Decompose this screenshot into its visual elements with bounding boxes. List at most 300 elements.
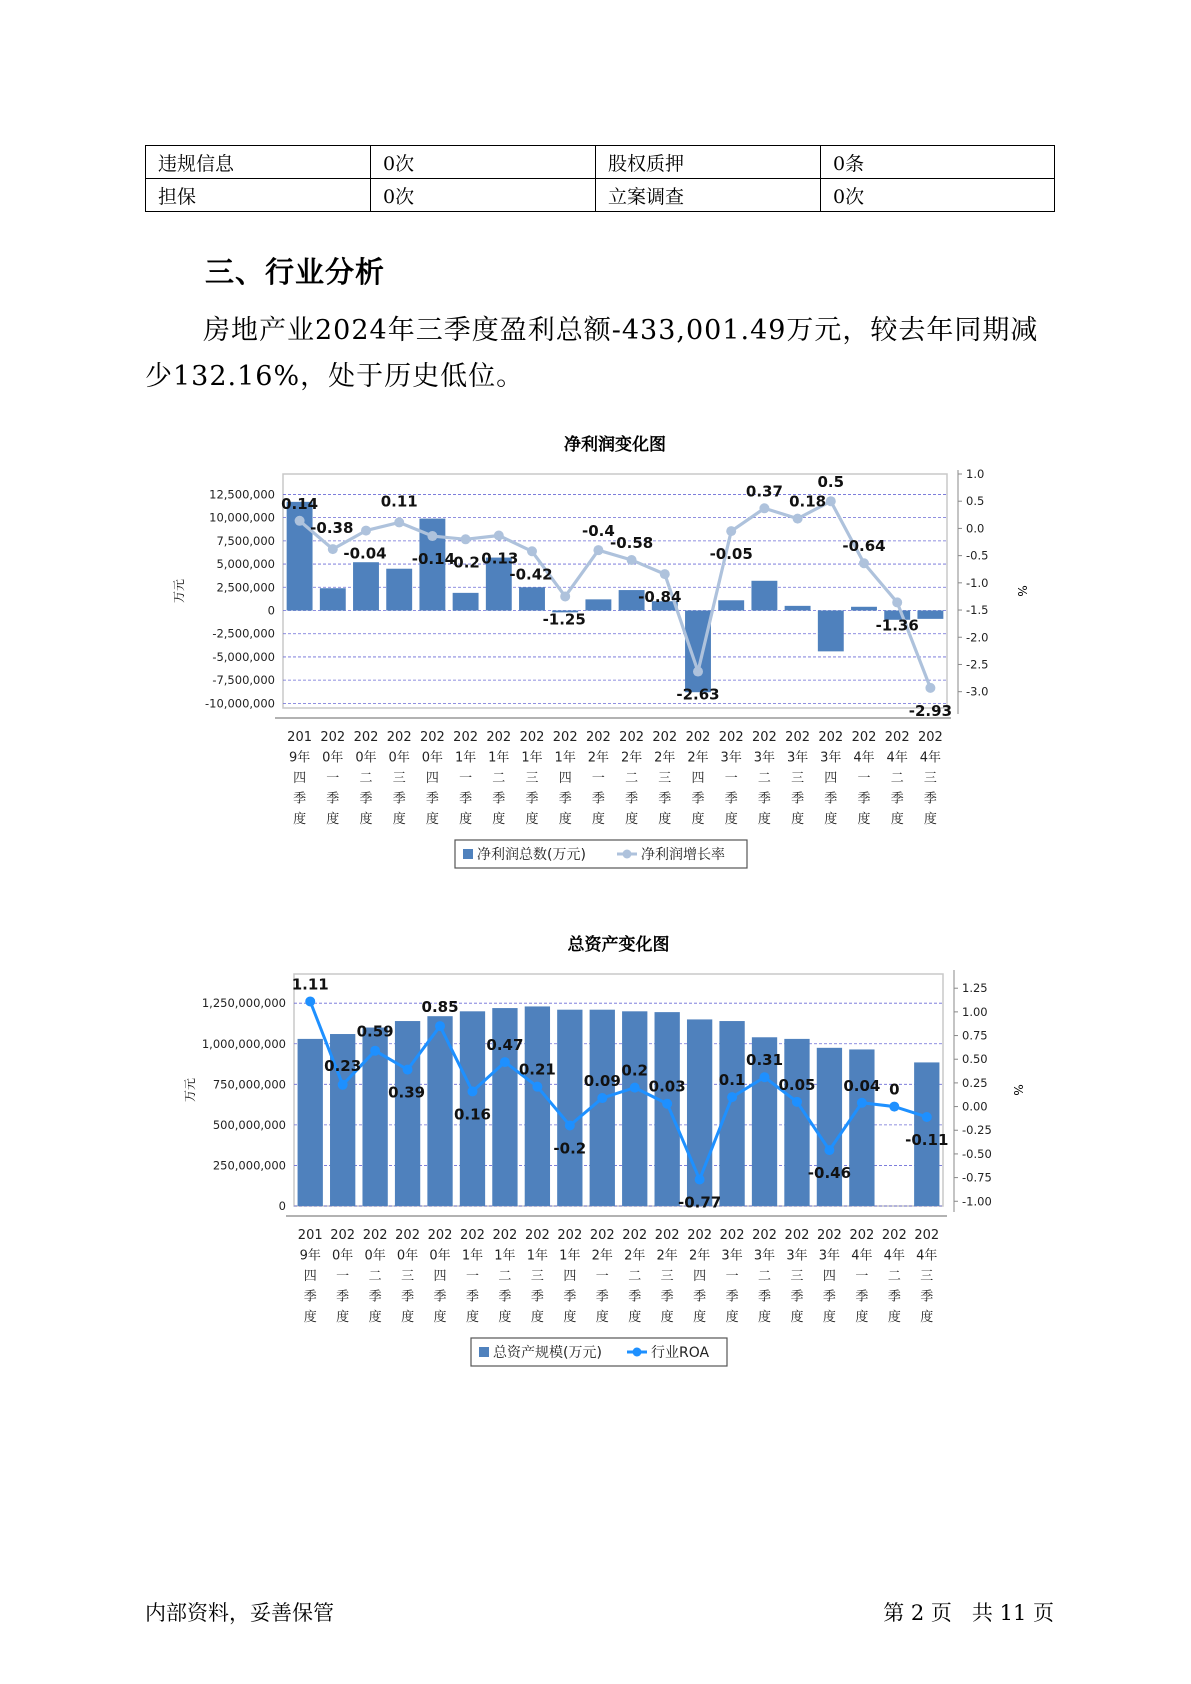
data-label: 0.39 [388, 1083, 426, 1102]
x-tick-label: 202 [492, 1228, 518, 1243]
x-tick-label: 202 [386, 730, 412, 745]
x-tick-label: 4年 [883, 1248, 905, 1264]
bar [386, 569, 412, 611]
line-point [792, 1097, 802, 1107]
x-tick-label: 0年 [396, 1248, 419, 1264]
x-tick-label: 202 [752, 1228, 777, 1243]
y-axis-label: 万元 [183, 1077, 197, 1103]
x-tick-label: 202 [687, 1228, 713, 1243]
x-tick-label: 季 [920, 1289, 934, 1305]
x-tick-label: 0年 [429, 1248, 451, 1264]
y-tick-label: 10,000,000 [209, 510, 275, 525]
x-tick-label: 度 [758, 1310, 772, 1325]
x-tick-label: 二 [625, 771, 639, 786]
x-tick-label: 一 [857, 771, 871, 786]
section-title: 三、行业分析 [205, 255, 386, 289]
bar [557, 1010, 582, 1206]
x-tick-label: 季 [525, 791, 539, 807]
bar [519, 587, 545, 610]
y2-tick-label: 0.5 [966, 494, 985, 509]
bar [320, 588, 346, 610]
x-tick-label: 度 [368, 1310, 382, 1325]
x-tick-label: 2年 [591, 1248, 613, 1264]
chart-title: 总资产变化图 [567, 935, 670, 955]
x-tick-label: 三 [923, 771, 937, 786]
net-profit-chart [0, 420, 1191, 880]
line-point [889, 1102, 899, 1112]
data-label: 0.2 [453, 553, 480, 572]
x-tick-label: 度 [530, 1310, 544, 1325]
legend-bar-label: 净利润总数(万元) [477, 847, 586, 863]
x-tick-label: 季 [591, 791, 605, 807]
total-assets-chart [0, 920, 1191, 1380]
line-point [759, 503, 769, 513]
x-tick-label: 3年 [753, 750, 776, 766]
table-row [146, 146, 1055, 179]
data-label: 0.03 [648, 1077, 686, 1096]
data-label: 0.5 [817, 473, 845, 492]
table-cell: 0次 [821, 179, 1055, 212]
line-point [857, 1098, 867, 1108]
x-tick-label: 度 [392, 812, 406, 827]
table-cell: 0次 [371, 146, 596, 179]
bar [785, 606, 811, 611]
y2-axis-label: % [1015, 585, 1029, 597]
x-tick-label: 4年 [851, 1248, 873, 1264]
x-tick-label: 9年 [299, 1248, 321, 1264]
x-tick-label: 季 [660, 1289, 674, 1305]
legend-line-marker [623, 850, 632, 859]
x-tick-label: 0年 [388, 750, 410, 766]
x-tick-label: 0年 [332, 1248, 354, 1264]
table-cell: 股权质押 [596, 146, 821, 179]
bar [353, 562, 379, 610]
footer-confidential: 内部资料，妥善保管 [145, 1601, 334, 1625]
data-label: 0.14 [281, 494, 319, 513]
x-tick-label: 三 [920, 1269, 934, 1284]
x-tick-label: 202 [395, 1228, 420, 1243]
x-tick-label: 度 [563, 1310, 577, 1325]
x-tick-label: 三 [401, 1269, 415, 1284]
x-tick-label: 2年 [587, 750, 610, 766]
x-tick-label: 季 [368, 1289, 382, 1305]
data-label: 0.05 [778, 1075, 816, 1094]
x-tick-label: 三 [392, 771, 406, 786]
x-tick-label: 四 [691, 771, 705, 786]
y2-tick-label: -0.75 [962, 1170, 992, 1185]
data-label: 1.11 [291, 975, 329, 994]
x-tick-label: 季 [433, 1289, 447, 1305]
x-tick-label: 季 [303, 1289, 317, 1305]
bar [851, 607, 877, 611]
x-tick-label: 季 [558, 791, 572, 807]
x-tick-label: 季 [724, 791, 738, 807]
x-tick-label: 202 [453, 730, 479, 745]
y2-tick-label: -1.5 [966, 603, 989, 618]
x-tick-label: 二 [498, 1269, 512, 1284]
x-tick-label: 202 [619, 730, 645, 745]
data-label: -0.11 [905, 1130, 949, 1149]
x-tick-label: 度 [791, 812, 805, 827]
x-tick-label: 度 [691, 812, 705, 827]
x-tick-label: 2年 [688, 1248, 711, 1264]
x-tick-label: 四 [303, 1269, 317, 1284]
bar [590, 1010, 615, 1206]
line-point [760, 1072, 770, 1082]
x-tick-label: 度 [525, 812, 539, 827]
line-point [370, 1046, 380, 1056]
data-label: -2.93 [908, 701, 953, 720]
line-point [527, 546, 537, 556]
x-tick-label: 三 [525, 771, 539, 786]
x-tick-label: 一 [465, 1269, 479, 1284]
line-point [295, 516, 305, 526]
x-tick-label: 度 [857, 812, 871, 827]
y-tick-label: 5,000,000 [216, 557, 275, 572]
bar [395, 1021, 420, 1206]
x-tick-label: 202 [589, 1228, 615, 1243]
line-point [922, 1112, 932, 1122]
y-tick-label: -7,500,000 [212, 673, 275, 688]
line-point [793, 514, 803, 524]
x-tick-label: 二 [887, 1269, 901, 1284]
data-label: -0.58 [609, 533, 654, 552]
x-tick-label: 4年 [853, 750, 875, 766]
x-tick-label: 2年 [654, 750, 676, 766]
x-tick-label: 202 [622, 1228, 648, 1243]
x-tick-label: 季 [492, 791, 506, 807]
data-label: 0.59 [356, 1022, 394, 1041]
line-point [435, 1021, 445, 1031]
x-tick-label: 9年 [288, 750, 311, 766]
x-tick-label: 度 [757, 812, 771, 827]
x-tick-label: 四 [425, 771, 439, 786]
x-tick-label: 度 [492, 812, 506, 827]
y2-tick-label: -1.00 [962, 1194, 992, 1209]
x-tick-label: 度 [401, 1310, 415, 1325]
data-label: -0.2 [553, 1139, 587, 1158]
bar [849, 1049, 874, 1206]
x-tick-label: 度 [326, 812, 340, 827]
data-label: -0.04 [343, 544, 387, 563]
x-tick-label: 度 [336, 1310, 350, 1325]
data-label: 0 [889, 1080, 900, 1099]
data-label: 0.11 [380, 492, 418, 511]
x-tick-label: 1年 [526, 1248, 549, 1264]
legend-line-marker [633, 1348, 642, 1357]
x-tick-label: 度 [498, 1310, 512, 1325]
y2-tick-label: 1.25 [962, 981, 988, 996]
x-tick-label: 202 [486, 730, 512, 745]
line-point [597, 1093, 607, 1103]
x-tick-label: 202 [914, 1228, 940, 1243]
line-point [532, 1082, 542, 1092]
x-tick-label: 度 [890, 812, 904, 827]
x-tick-label: 202 [751, 730, 777, 745]
x-tick-label: 度 [595, 1310, 609, 1325]
line-point [892, 597, 902, 607]
line-point [593, 545, 603, 555]
table-cell: 违规信息 [146, 146, 371, 179]
x-tick-label: 201 [297, 1228, 323, 1243]
x-tick-label: 度 [658, 812, 672, 827]
y2-tick-label: -0.50 [962, 1146, 992, 1161]
x-tick-label: 度 [465, 1310, 479, 1325]
legend-bar-swatch [479, 1347, 489, 1357]
data-label: -0.38 [310, 519, 354, 538]
x-tick-label: 度 [425, 812, 439, 827]
line-point [403, 1065, 413, 1075]
y2-tick-label: 0.00 [962, 1099, 988, 1114]
x-tick-label: 度 [591, 812, 605, 827]
data-label: 0.31 [746, 1051, 784, 1070]
y2-tick-label: 0.0 [966, 521, 985, 536]
line-point [824, 1145, 834, 1155]
line-point [727, 1092, 737, 1102]
x-tick-label: 季 [401, 1289, 415, 1305]
line-point [560, 591, 570, 601]
x-tick-label: 三 [660, 1269, 674, 1284]
x-tick-label: 度 [887, 1310, 901, 1325]
x-tick-label: 度 [628, 1310, 642, 1325]
data-label: -0.46 [807, 1164, 852, 1183]
bar [453, 593, 479, 611]
line-point [494, 530, 504, 540]
data-label: 0.85 [421, 998, 459, 1017]
x-tick-label: 四 [693, 1269, 707, 1284]
x-tick-label: 度 [724, 812, 738, 827]
line-point [695, 1174, 705, 1184]
x-tick-label: 202 [557, 1228, 583, 1243]
x-tick-label: 202 [460, 1228, 485, 1243]
x-tick-label: 度 [359, 812, 373, 827]
line-point [925, 683, 935, 693]
x-tick-label: 季 [790, 1289, 804, 1305]
x-tick-label: 四 [293, 771, 307, 786]
x-tick-label: 202 [585, 730, 611, 745]
x-tick-label: 季 [459, 791, 473, 807]
x-tick-label: 四 [558, 771, 572, 786]
x-tick-label: 1年 [488, 750, 510, 766]
x-tick-label: 四 [563, 1269, 577, 1284]
x-tick-label: 季 [595, 1289, 609, 1305]
x-tick-label: 季 [530, 1289, 544, 1305]
x-tick-label: 二 [628, 1269, 642, 1284]
x-tick-label: 度 [558, 812, 572, 827]
x-tick-label: 4年 [916, 1248, 938, 1264]
data-label: -0.84 [638, 588, 682, 607]
x-tick-label: 二 [758, 1269, 772, 1284]
x-tick-label: 3年 [818, 1248, 841, 1264]
line-point [859, 558, 869, 568]
x-tick-label: 季 [822, 1289, 836, 1305]
x-tick-label: 一 [595, 1269, 609, 1284]
table-row [146, 179, 1055, 212]
bar [817, 1048, 842, 1206]
x-tick-label: 202 [785, 730, 811, 745]
y-tick-label: -5,000,000 [212, 649, 275, 664]
x-tick-label: 季 [326, 791, 340, 807]
x-tick-label: 2年 [624, 1248, 646, 1264]
bar [784, 1039, 809, 1206]
data-label: 0.23 [324, 1056, 362, 1075]
x-tick-label: 一 [725, 1269, 739, 1284]
y-tick-label: -10,000,000 [205, 696, 275, 711]
data-label: -0.05 [709, 545, 753, 564]
x-tick-label: 度 [824, 812, 838, 827]
x-tick-label: 202 [519, 730, 545, 745]
x-tick-label: 四 [822, 1269, 836, 1284]
y-tick-label: 0 [267, 603, 275, 618]
x-tick-label: 二 [359, 771, 373, 786]
x-tick-label: 度 [293, 812, 307, 827]
bar [818, 611, 844, 652]
x-tick-label: 三 [658, 771, 672, 786]
bar [525, 1006, 550, 1206]
y-axis-label: 万元 [172, 578, 186, 604]
y-tick-label: 750,000,000 [212, 1077, 286, 1092]
y-tick-label: 12,500,000 [209, 487, 275, 502]
data-label: 0.21 [518, 1060, 556, 1079]
x-tick-label: 一 [459, 771, 473, 786]
footer-page-number: 第 2 页 共 11 页 [883, 1601, 1054, 1625]
y2-tick-label: -0.5 [966, 548, 989, 563]
x-tick-label: 3年 [753, 1248, 776, 1264]
x-tick-label: 202 [718, 730, 744, 745]
x-tick-label: 1年 [554, 750, 576, 766]
x-tick-label: 202 [817, 1228, 842, 1243]
line-point [461, 534, 471, 544]
x-tick-label: 202 [362, 1228, 388, 1243]
x-tick-label: 202 [884, 730, 910, 745]
bar [719, 1021, 744, 1206]
x-tick-label: 一 [336, 1269, 350, 1284]
line-point [630, 1083, 640, 1093]
bar [298, 1039, 323, 1206]
x-tick-label: 季 [498, 1289, 512, 1305]
legend-bar-label: 总资产规模(万元) [493, 1345, 602, 1361]
line-point [826, 496, 836, 506]
line-point [427, 531, 437, 541]
y-tick-label: 2,500,000 [216, 580, 275, 595]
x-tick-label: 0年 [322, 750, 344, 766]
y-tick-label: 1,000,000,000 [201, 1036, 286, 1051]
x-tick-label: 季 [890, 791, 904, 807]
x-tick-label: 2年 [620, 750, 643, 766]
x-tick-label: 202 [652, 730, 678, 745]
x-tick-label: 202 [818, 730, 844, 745]
x-tick-label: 季 [691, 791, 705, 807]
x-tick-label: 季 [658, 791, 672, 807]
x-tick-label: 一 [326, 771, 340, 786]
x-tick-label: 202 [427, 1228, 453, 1243]
x-tick-label: 度 [855, 1310, 869, 1325]
x-tick-label: 度 [625, 812, 639, 827]
x-tick-label: 1年 [461, 1248, 484, 1264]
line-point [305, 996, 315, 1006]
bar [585, 599, 611, 610]
x-tick-label: 季 [824, 791, 838, 807]
table-cell: 立案调查 [596, 179, 821, 212]
x-tick-label: 202 [917, 730, 943, 745]
x-tick-label: 一 [855, 1269, 869, 1284]
line-point [394, 517, 404, 527]
x-tick-label: 一 [591, 771, 605, 786]
y2-tick-label: -3.0 [966, 684, 989, 699]
data-label: -0.4 [581, 522, 615, 541]
legend-bar-swatch [463, 849, 473, 859]
x-tick-label: 度 [433, 1310, 447, 1325]
line-point [565, 1121, 575, 1131]
data-label: 0.04 [843, 1076, 881, 1095]
y-tick-label: 1,250,000,000 [201, 996, 286, 1011]
data-label: -1.25 [542, 610, 586, 629]
x-tick-label: 202 [851, 730, 877, 745]
legend-line-label: 净利润增长率 [641, 847, 725, 863]
y2-axis-label: % [1011, 1084, 1025, 1096]
x-tick-label: 201 [287, 730, 313, 745]
line-point [328, 544, 338, 554]
x-tick-label: 1年 [521, 750, 543, 766]
line-point [726, 526, 736, 536]
x-tick-label: 202 [654, 1228, 680, 1243]
line-point [467, 1086, 477, 1096]
x-tick-label: 202 [881, 1228, 907, 1243]
x-tick-label: 季 [857, 791, 871, 807]
data-label: 0.16 [453, 1105, 491, 1124]
y-tick-label: -2,500,000 [212, 626, 275, 641]
line-point [500, 1057, 510, 1067]
data-label: 0.37 [745, 482, 783, 501]
x-tick-label: 度 [693, 1310, 707, 1325]
x-tick-label: 四 [824, 771, 838, 786]
x-tick-label: 二 [890, 771, 904, 786]
bar [655, 1012, 680, 1206]
data-label: -1.36 [875, 616, 919, 635]
x-tick-label: 四 [433, 1269, 447, 1284]
analysis-paragraph: 房地产业2024年三季度盈利总额-433,001.49万元，较去年同期减少132.16%，处于历史低位。 [145, 315, 1039, 392]
x-tick-label: 二 [368, 1269, 382, 1284]
info-table [145, 145, 1055, 212]
bar [622, 1011, 647, 1206]
x-tick-label: 2年 [687, 750, 709, 766]
x-tick-label: 季 [725, 1289, 739, 1305]
y2-tick-label: 1.00 [962, 1004, 988, 1019]
x-tick-label: 度 [923, 812, 937, 827]
data-label: 0.09 [583, 1072, 621, 1091]
data-label: 0.13 [481, 549, 519, 568]
x-tick-label: 度 [725, 1310, 739, 1325]
chart-title: 净利润变化图 [564, 435, 666, 455]
x-tick-label: 季 [923, 791, 937, 807]
x-tick-label: 季 [887, 1289, 901, 1305]
x-tick-label: 季 [693, 1289, 707, 1305]
line-point [361, 526, 371, 536]
x-tick-label: 二 [757, 771, 771, 786]
x-tick-label: 季 [563, 1289, 577, 1305]
y2-tick-label: 1.0 [966, 467, 985, 481]
x-tick-label: 度 [459, 812, 473, 827]
x-tick-label: 202 [330, 1228, 356, 1243]
data-label: 0.1 [718, 1071, 746, 1090]
x-tick-label: 度 [822, 1310, 836, 1325]
x-tick-label: 202 [524, 1228, 550, 1243]
x-tick-label: 三 [791, 771, 805, 786]
data-label: 0.47 [486, 1036, 524, 1055]
line-point [338, 1080, 348, 1090]
x-tick-label: 4年 [886, 750, 908, 766]
x-tick-label: 202 [719, 1228, 745, 1243]
